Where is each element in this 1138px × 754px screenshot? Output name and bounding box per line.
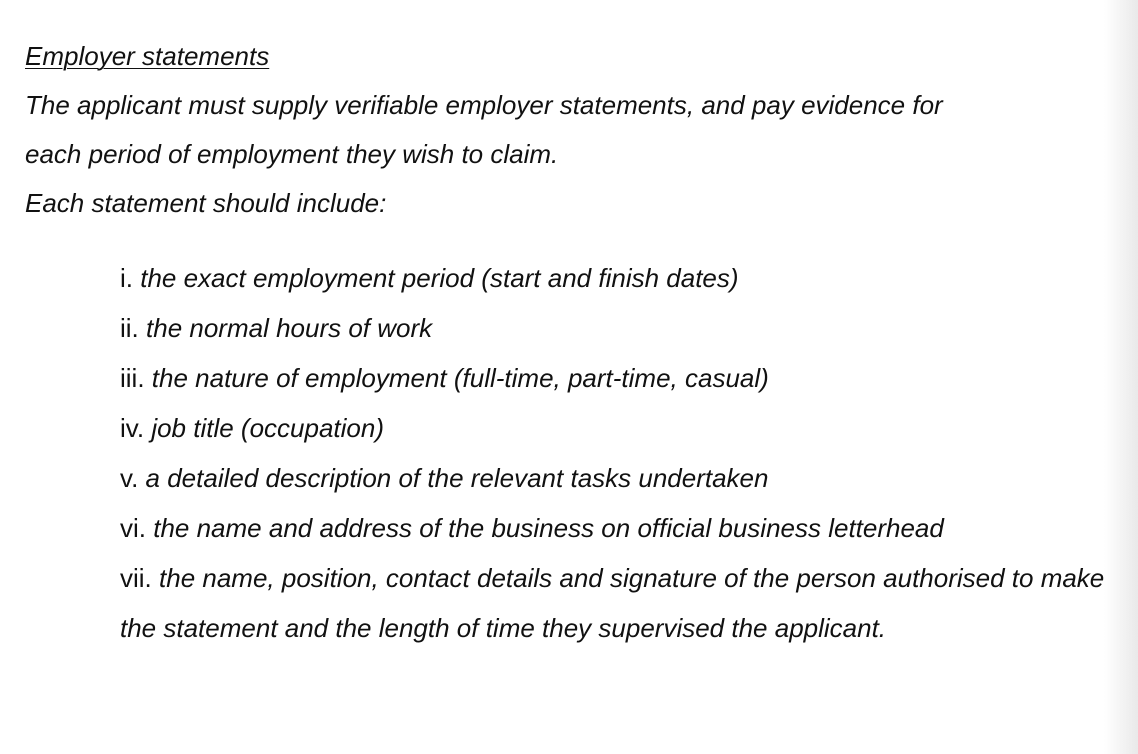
intro-line-1: The applicant must supply verifiable employer statements, and pay evidence for xyxy=(25,90,943,120)
list-item-number: iii. xyxy=(120,363,145,393)
requirements-list xyxy=(25,253,1115,653)
section-heading: Employer statements xyxy=(25,41,270,71)
list-item-text: the name and address of the business on official business letterhead xyxy=(153,513,944,543)
list-item xyxy=(120,303,1115,353)
list-item-number: iv. xyxy=(120,413,145,443)
list-item-text: job title (occupation) xyxy=(151,413,384,443)
list-item xyxy=(120,253,1115,303)
document-body xyxy=(25,32,1115,653)
list-item xyxy=(120,403,1115,453)
list-item xyxy=(120,553,1110,653)
list-item-text: the exact employment period (start and finish dates) xyxy=(140,263,739,293)
list-item-number: ii. xyxy=(120,313,139,343)
list-item-number: i. xyxy=(120,263,133,293)
list-item xyxy=(120,453,1115,503)
intro-line-2: each period of employment they wish to claim. xyxy=(25,139,559,169)
list-item-number: vi. xyxy=(120,513,146,543)
list-item-number: vii. xyxy=(120,563,152,593)
list-item xyxy=(120,353,1115,403)
list-item xyxy=(120,503,1115,553)
list-item-text: the normal hours of work xyxy=(146,313,433,343)
list-item-number: v. xyxy=(120,463,139,493)
list-item-text: the nature of employment (full-time, part-time, casual) xyxy=(151,363,769,393)
intro-line-3: Each statement should include: xyxy=(25,188,387,218)
list-item-text: the name, position, contact details and signature of the person authorised to make the statement and the length of time they supervised the applicant. xyxy=(120,563,1105,643)
list-item-text: a detailed description of the relevant tasks undertaken xyxy=(145,463,769,493)
